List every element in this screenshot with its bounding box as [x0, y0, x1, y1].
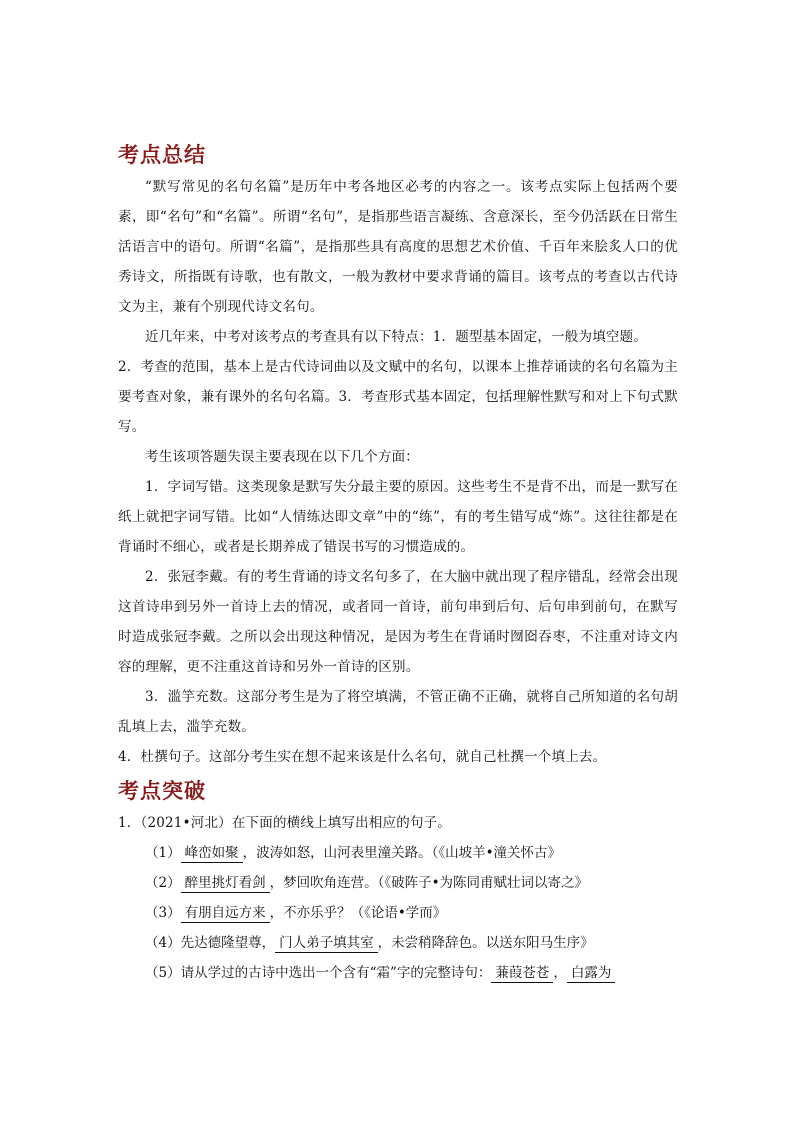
summary-paragraph-1: “默写常见的名句名篇”是历年中考各地区必考的内容之一。该考点实际上包括两个要素，即“名句”和“名篇”。所谓“名句”，是指那些语言凝练、含意深长，至今仍活跃在日常生活语言中的语句。所谓“名篇”，是指那些具有高度的思想艺术价值、千百年来脍炙人口的优秀诗文，所指既有诗歌，也有散文，一般为教材中要求背诵的篇目。该考点的考查以古代诗文为主，兼有个别现代诗文名句。	[118, 179, 678, 315]
item-number: （2）	[145, 875, 181, 891]
answer-blank: 蒹葭苍苍	[491, 964, 553, 983]
answer-blank: 有朋自远方来	[181, 904, 270, 923]
answer-blank: 醉里挑灯看剑	[181, 874, 270, 893]
item-number: （5）	[145, 965, 181, 981]
summary-paragraph-5: 1．字词写错。这类现象是默写失分最主要的原因。这些考生不是背不出，而是一默写在纸上就把字词写错。比如“人情练达即文章”中的“练”，有的考生错写成“炼”。这往往都是在背诵时不细心，或者是长期养成了错误书写的习惯造成的。	[118, 479, 678, 555]
answer-item-1	[118, 838, 678, 868]
item-number: （4）	[145, 935, 181, 951]
answer-item-3	[118, 898, 678, 928]
answer-blank: 峰峦如聚	[181, 844, 243, 863]
answer-item-4	[118, 928, 678, 958]
item-text-before: 请从学过的古诗中选出一个含有“霜”字的完整诗句：	[180, 965, 492, 981]
item-text-after: ，梦回吹角连营。（《破阵子•为陈同甫赋壮词以寄之》	[269, 875, 589, 891]
section-heading-summary: 考点总结	[118, 142, 206, 167]
document-content	[118, 138, 678, 988]
answer-item-5	[118, 958, 678, 988]
summary-paragraph-4: 考生该项答题失误主要表现在以下几个方面：	[145, 449, 419, 465]
item-text-before: 先达德隆望尊，	[180, 935, 276, 951]
item-text-after: ，不亦乐乎？（《论语•学而》	[269, 905, 447, 921]
answer-blank-2: 白露为	[567, 964, 616, 983]
item-number: （1）	[145, 845, 181, 861]
question-stem: 1．（2021•河北）在下面的横线上填写出相应的句子。	[118, 815, 452, 831]
answer-item-2	[118, 868, 678, 898]
summary-paragraph-7: 3．滥竽充数。这部分考生是为了将空填满，不管正确不正确，就将自己所知道的名句胡乱填上去，滥竽充数。	[118, 689, 678, 735]
summary-paragraph-2: 近几年来，中考对该考点的考查具有以下特点：1．题型基本固定，一般为填空题。	[145, 329, 647, 345]
summary-paragraph-6: 2．张冠李戴。有的考生背诵的诗文名句多了，在大脑中就出现了程序错乱，经常会出现这首诗串到另外一首诗上去的情况，或者同一首诗，前句串到后句、后句串到前句，在默写时造成张冠李戴。之所以会出现这种情况，是因为考生在背诵时囫囵吞枣，不注重对诗文内容的理解，更不注重这首诗和另外一首诗的区别。	[118, 569, 678, 675]
answer-blank: 门人弟子填其室	[275, 934, 378, 953]
section-heading-breakthrough: 考点突破	[118, 778, 206, 803]
summary-paragraph-3: 2．考查的范围，基本上是古代诗词曲以及文赋中的名句，以课本上推荐诵读的名句名篇为主要考查对象，兼有课外的名句名篇。3．考查形式基本固定，包括理解性默写和对上下句式默写。	[118, 359, 678, 435]
item-number: （3）	[145, 905, 181, 921]
item-text-after: ，	[553, 965, 567, 981]
item-text-after: ，波涛如怒，山河表里潼关路。（《山坡羊•潼关怀古》	[242, 845, 562, 861]
item-text-after: ，未尝稍降辞色。以送东阳马生序》	[377, 935, 594, 951]
summary-paragraph-8: 4．杜撰句子。这部分考生实在想不起来该是什么名句，就自己杜撰一个填上去。	[118, 749, 607, 765]
